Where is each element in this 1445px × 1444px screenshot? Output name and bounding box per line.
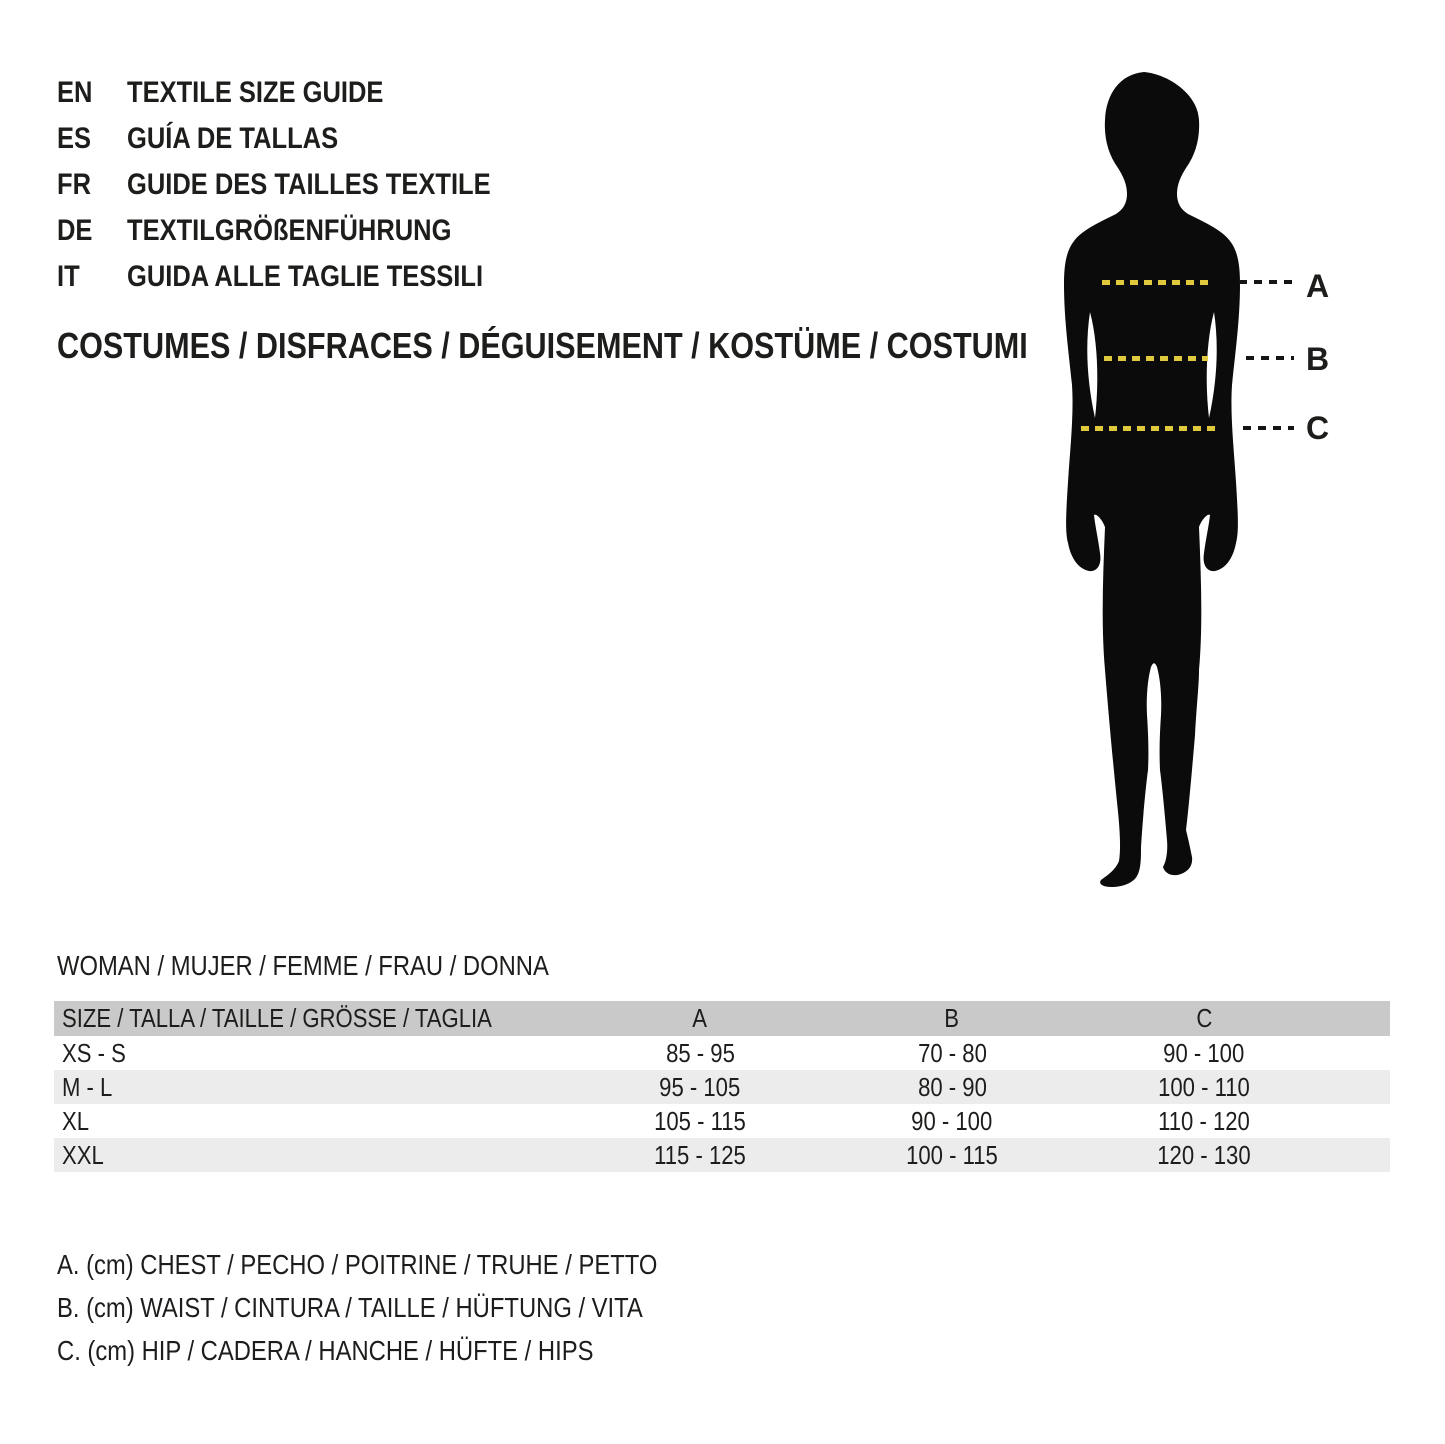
language-label: GUÍA DE TALLAS xyxy=(127,122,339,155)
value-cell-b: 90 - 100 xyxy=(911,1105,993,1136)
hip-line-outer xyxy=(1243,426,1294,430)
language-code: FR xyxy=(57,168,91,201)
value-cell-a: 115 - 125 xyxy=(654,1139,746,1170)
value-cell-b: 80 - 90 xyxy=(917,1071,987,1102)
value-cell-c: 100 - 110 xyxy=(1158,1071,1250,1102)
table-row-xs-s xyxy=(54,1036,1390,1070)
table-header-row xyxy=(54,1001,1390,1036)
language-row-es xyxy=(57,122,555,168)
value-cell-a: 85 - 95 xyxy=(665,1037,735,1068)
legend-line-c: C. (cm) HIP / CADERA / HANCHE / HÜFTE / HIPS xyxy=(57,1335,594,1366)
table-row-xl xyxy=(54,1104,1390,1138)
value-cell-c: 120 - 130 xyxy=(1157,1139,1251,1170)
table-heading: WOMAN / MUJER / FEMME / FRAU / DONNA xyxy=(57,950,549,981)
size-header-cell: SIZE / TALLA / TAILLE / GRÖSSE / TAGLIA xyxy=(62,1003,492,1033)
category-heading: COSTUMES / DISFRACES / DÉGUISEMENT / KOSTÜME / COSTUMI xyxy=(57,325,1028,366)
legend-line-b: B. (cm) WAIST / CINTURA / TAILLE / HÜFTUNG / VITA xyxy=(57,1292,643,1323)
language-row-fr xyxy=(57,168,555,214)
language-label: TEXTILGRÖßENFÜHRUNG xyxy=(127,214,452,247)
col-a-header: A xyxy=(692,1003,708,1033)
col-c-header: C xyxy=(1196,1003,1212,1033)
hip-line-inner xyxy=(1081,426,1219,431)
col-b-header: B xyxy=(944,1003,960,1033)
value-cell-c: 110 - 120 xyxy=(1158,1105,1250,1136)
chest-line-inner xyxy=(1102,280,1212,285)
size-cell: XXL xyxy=(62,1139,104,1170)
table-row-m-l xyxy=(54,1070,1390,1104)
value-cell-a: 95 - 105 xyxy=(659,1071,741,1102)
size-cell: XS - S xyxy=(62,1037,126,1068)
value-cell-c: 90 - 100 xyxy=(1163,1037,1245,1068)
measure-label-a: A xyxy=(1306,268,1330,304)
language-label: GUIDA ALLE TAGLIE TESSILI xyxy=(127,260,484,293)
language-code: IT xyxy=(57,260,80,293)
size-table xyxy=(54,1001,1390,1172)
language-label: TEXTILE SIZE GUIDE xyxy=(127,76,384,109)
silhouette-body xyxy=(1064,72,1240,887)
woman-silhouette xyxy=(1060,70,1246,888)
language-row-de xyxy=(57,214,555,260)
chest-line-outer xyxy=(1239,280,1294,284)
measure-label-c: C xyxy=(1306,410,1330,446)
size-cell: M - L xyxy=(62,1071,113,1102)
size-cell: XL xyxy=(62,1105,90,1136)
language-list xyxy=(57,76,555,306)
value-cell-b: 100 - 115 xyxy=(906,1139,998,1170)
language-row-it xyxy=(57,260,555,306)
waist-line-outer xyxy=(1246,356,1294,360)
value-cell-a: 105 - 115 xyxy=(654,1105,746,1136)
value-cell-b: 70 - 80 xyxy=(917,1037,987,1068)
waist-line-inner xyxy=(1104,356,1208,361)
table-row-xxl xyxy=(54,1138,1390,1172)
language-label: GUIDE DES TAILLES TEXTILE xyxy=(127,168,491,201)
measurement-legend xyxy=(57,1248,763,1377)
language-row-en xyxy=(57,76,555,122)
legend-line-a: A. (cm) CHEST / PECHO / POITRINE / TRUHE / PETTO xyxy=(57,1249,658,1280)
language-code: DE xyxy=(57,214,93,247)
measure-label-b: B xyxy=(1306,341,1330,377)
language-code: ES xyxy=(57,122,92,155)
language-code: EN xyxy=(57,76,93,109)
